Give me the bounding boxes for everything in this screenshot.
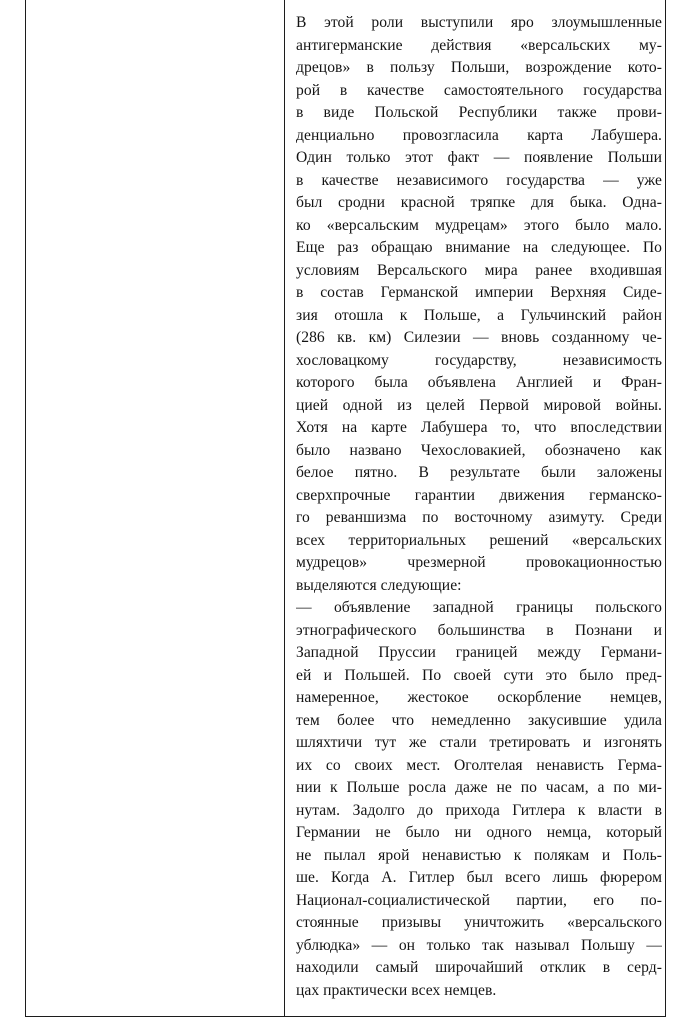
text-line: мудрецов» чрезмерной провокационностью	[296, 554, 662, 571]
text-line: цией одной из целей Первой мировой войны.	[296, 396, 662, 414]
text-line: Один только этот факт — появление Польши	[296, 149, 662, 166]
text-line: денциально провозгласила карта Лабушера.	[296, 126, 662, 144]
text-line: Западной Пруссии границей между Германи-	[296, 644, 662, 661]
text-line: — объявление западной границы польского	[296, 599, 662, 616]
text-line: дрецов» в пользу Польши, возрождение кото-	[296, 59, 662, 76]
table-frame	[25, 0, 666, 1017]
empty-left-column	[26, 0, 285, 1016]
text-line: Хотя на карте Лабушера то, что впоследствии	[296, 419, 662, 436]
text-column	[285, 0, 665, 1016]
text-line: не пылал ярой ненавистью к полякам и Поль-	[296, 846, 662, 864]
text-line: их со своих мест. Оголтелая ненависть Герма-	[296, 756, 662, 774]
text-line: стоянные призывы уничтожить «версальского	[296, 914, 662, 931]
text-line: ко «версальским мудрецам» этого было мало.	[296, 216, 662, 234]
text-line: тем более что немедленно закусившие удила	[296, 711, 662, 729]
text-line: ей и Польшей. По своей сути это было пред-	[296, 666, 662, 684]
text-line: всех территориальных решений «версальских	[296, 531, 662, 549]
text-line: был сродни красной тряпке для быка. Одна-	[296, 194, 662, 211]
text-line: (286 кв. км) Силезии — вновь созданному че-	[296, 329, 662, 346]
text-line: Германии не было ни одного немца, который	[296, 824, 662, 841]
text-line: зия отошла к Польше, а Гульчинский район	[296, 306, 662, 324]
text-line: белое пятно. В результате были заложены	[296, 464, 662, 481]
text-line: нутам. Задолго до прихода Гитлера к власти в	[296, 801, 662, 819]
text-line: находили самый широчайший отклик в серд-	[296, 959, 662, 976]
text-line: В этой роли выступили яро злоумышленные	[296, 14, 662, 31]
text-line: Еще раз обращаю внимание на следующее. По	[296, 239, 662, 256]
text-line: го реваншизма по восточному азимуту. Среди	[296, 509, 662, 526]
text-line: Национал-социалистической партии, его по-	[296, 891, 662, 909]
text-line: выделяются следующие:	[296, 576, 462, 594]
text-line: хословацкому государству, независимость	[296, 351, 662, 369]
text-line: нии к Польше росла даже не по часам, а по ми-	[296, 779, 662, 796]
text-line: ше. Когда А. Гитлер был всего лишь фюрером	[296, 869, 662, 886]
text-line: намеренное, жестокое оскорбление немцев,	[296, 689, 662, 706]
text-line: в виде Польской Республики также прови-	[296, 104, 662, 121]
text-line: антигерманские действия «версальских му-	[296, 36, 662, 54]
text-line: которого была объявлена Англией и Фран-	[296, 374, 662, 391]
text-line: цах практически всех немцев.	[296, 981, 497, 999]
text-line: шляхтичи тут же стали третировать и изгонять	[296, 734, 662, 751]
text-line: в состав Германской империи Верхняя Сиде-	[296, 284, 662, 301]
text-line: в качестве независимого государства — уже	[296, 171, 662, 189]
text-line: условиям Версальского мира ранее входившая	[296, 261, 662, 279]
text-line: рой в качестве самостоятельного государства	[296, 81, 662, 99]
text-line: сверхпрочные гарантии движения германско-	[296, 486, 662, 504]
text-line: было названо Чехословакией, обозначено как	[296, 441, 662, 459]
text-line: ублюдка» — он только так называл Польшу —	[296, 936, 662, 954]
text-line: этнографического большинства в Познани и	[296, 621, 662, 639]
